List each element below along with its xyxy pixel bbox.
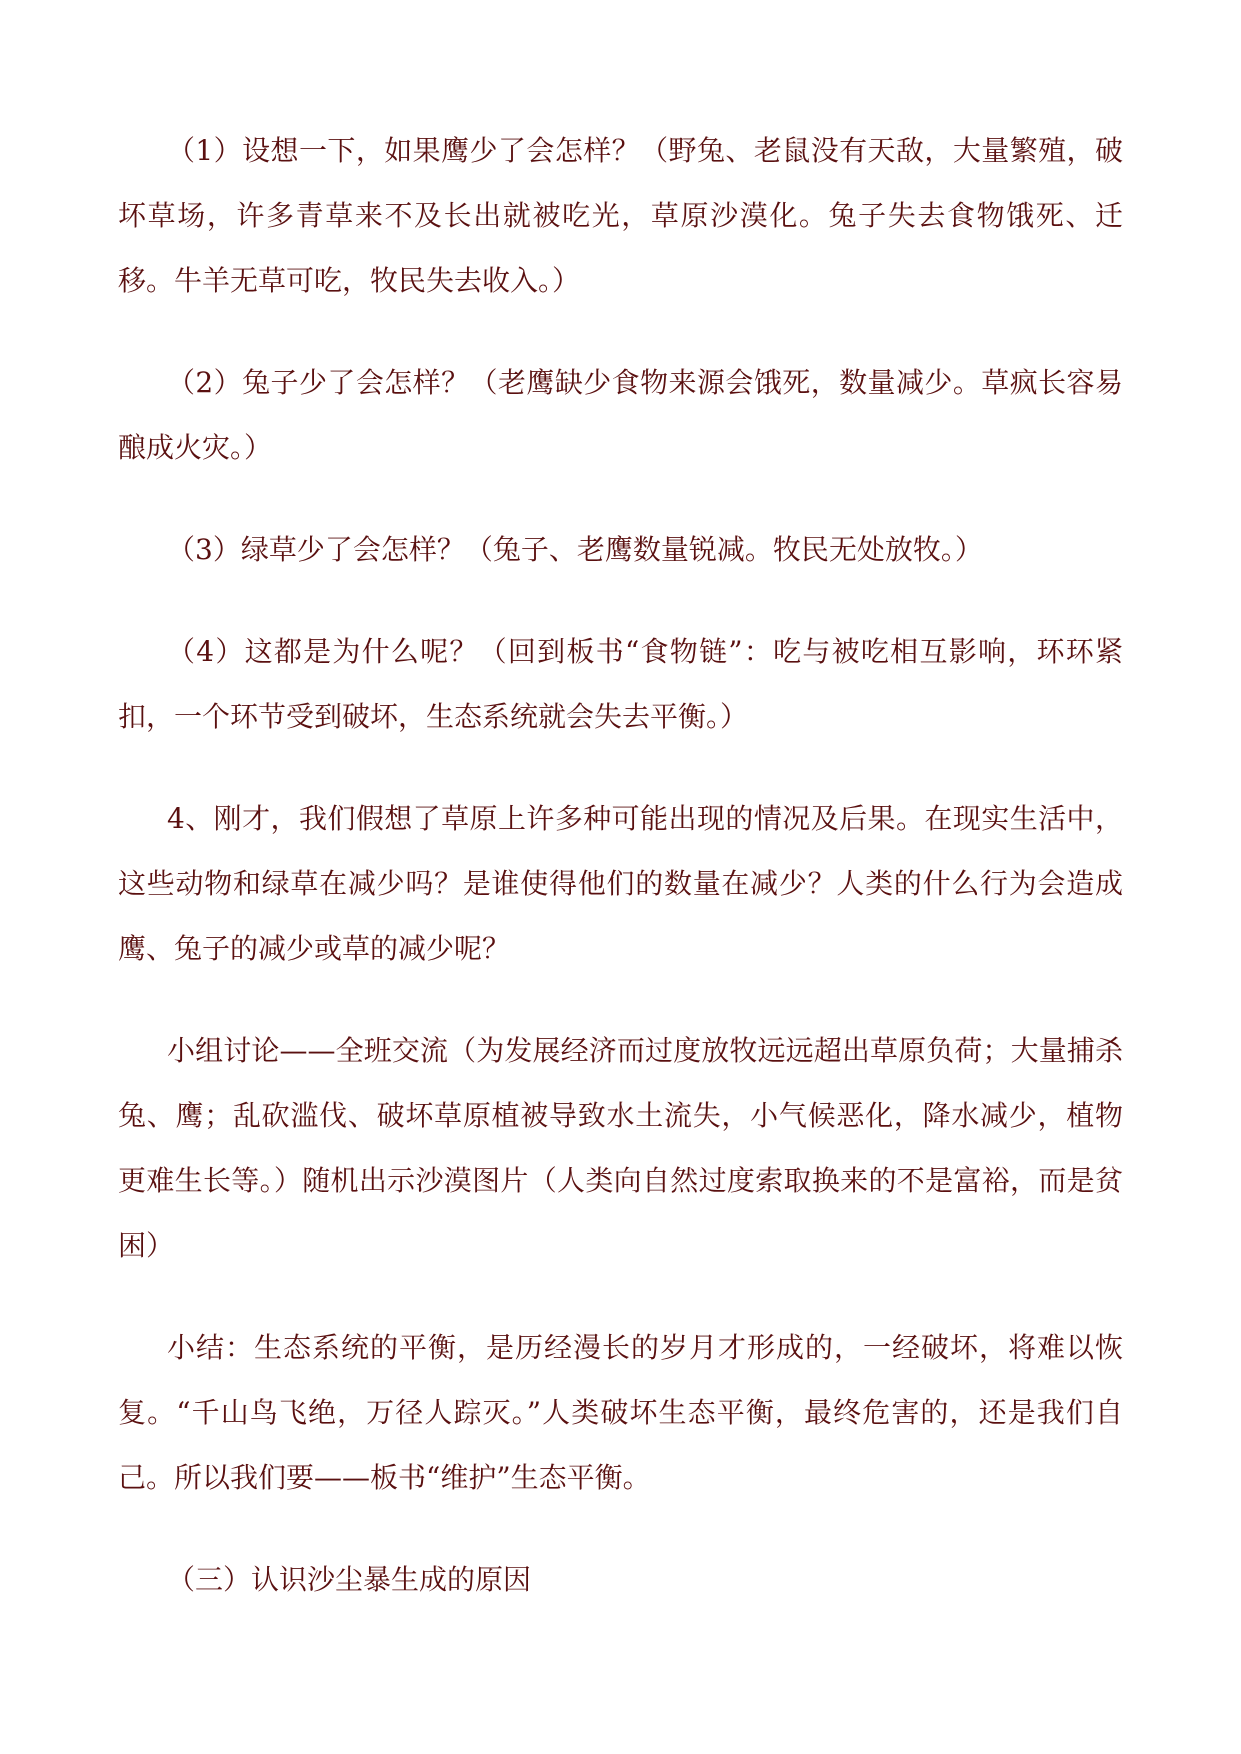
paragraph-group-discussion: 小组讨论——全班交流（为发展经济而过度放牧远远超出草原负荷；大量捕杀兔、鹰；乱砍滥伐、破坏草原植被导致水土流失，小气候恶化，降水减少，植物更难生长等。）随机出示沙漠图片（人类向自然过度索取换来的不是富裕，而是贫困） [118, 1034, 1123, 1262]
section-heading-sandstorm: （三）认识沙尘暴生成的原因 [167, 1563, 532, 1596]
document-body [118, 118, 1123, 1649]
paragraph-why-question: （4）这都是为什么呢？（回到板书“食物链”：吃与被吃相互影响，环环紧扣，一个环节受到破坏，生态系统就会失去平衡。） [118, 635, 1123, 733]
paragraph-reality-question: 4、刚才，我们假想了草原上许多种可能出现的情况及后果。在现实生活中，这些动物和绿草在减少吗？是谁使得他们的数量在减少？人类的什么行为会造成鹰、兔子的减少或草的减少呢？ [118, 802, 1123, 965]
paragraph-summary: 小结：生态系统的平衡，是历经漫长的岁月才形成的，一经破坏，将难以恢复。“千山鸟飞绝，万径人踪灭。”人类破坏生态平衡，最终危害的，还是我们自己。所以我们要——板书“维护”生态平衡。 [118, 1331, 1123, 1494]
paragraph-rabbit-question: （2）兔子少了会怎样？（老鹰缺少食物来源会饿死，数量减少。草疯长容易酿成火灾。） [118, 366, 1123, 464]
paragraph-grass-question: （3）绿草少了会怎样？（兔子、老鹰数量锐减。牧民无处放牧。） [167, 533, 983, 566]
paragraph-eagle-question: （1）设想一下，如果鹰少了会怎样？（野兔、老鼠没有天敌，大量繁殖，破坏草场，许多青草来不及长出就被吃光，草原沙漠化。兔子失去食物饿死、迁移。牛羊无草可吃，牧民失去收入。） [118, 134, 1123, 297]
